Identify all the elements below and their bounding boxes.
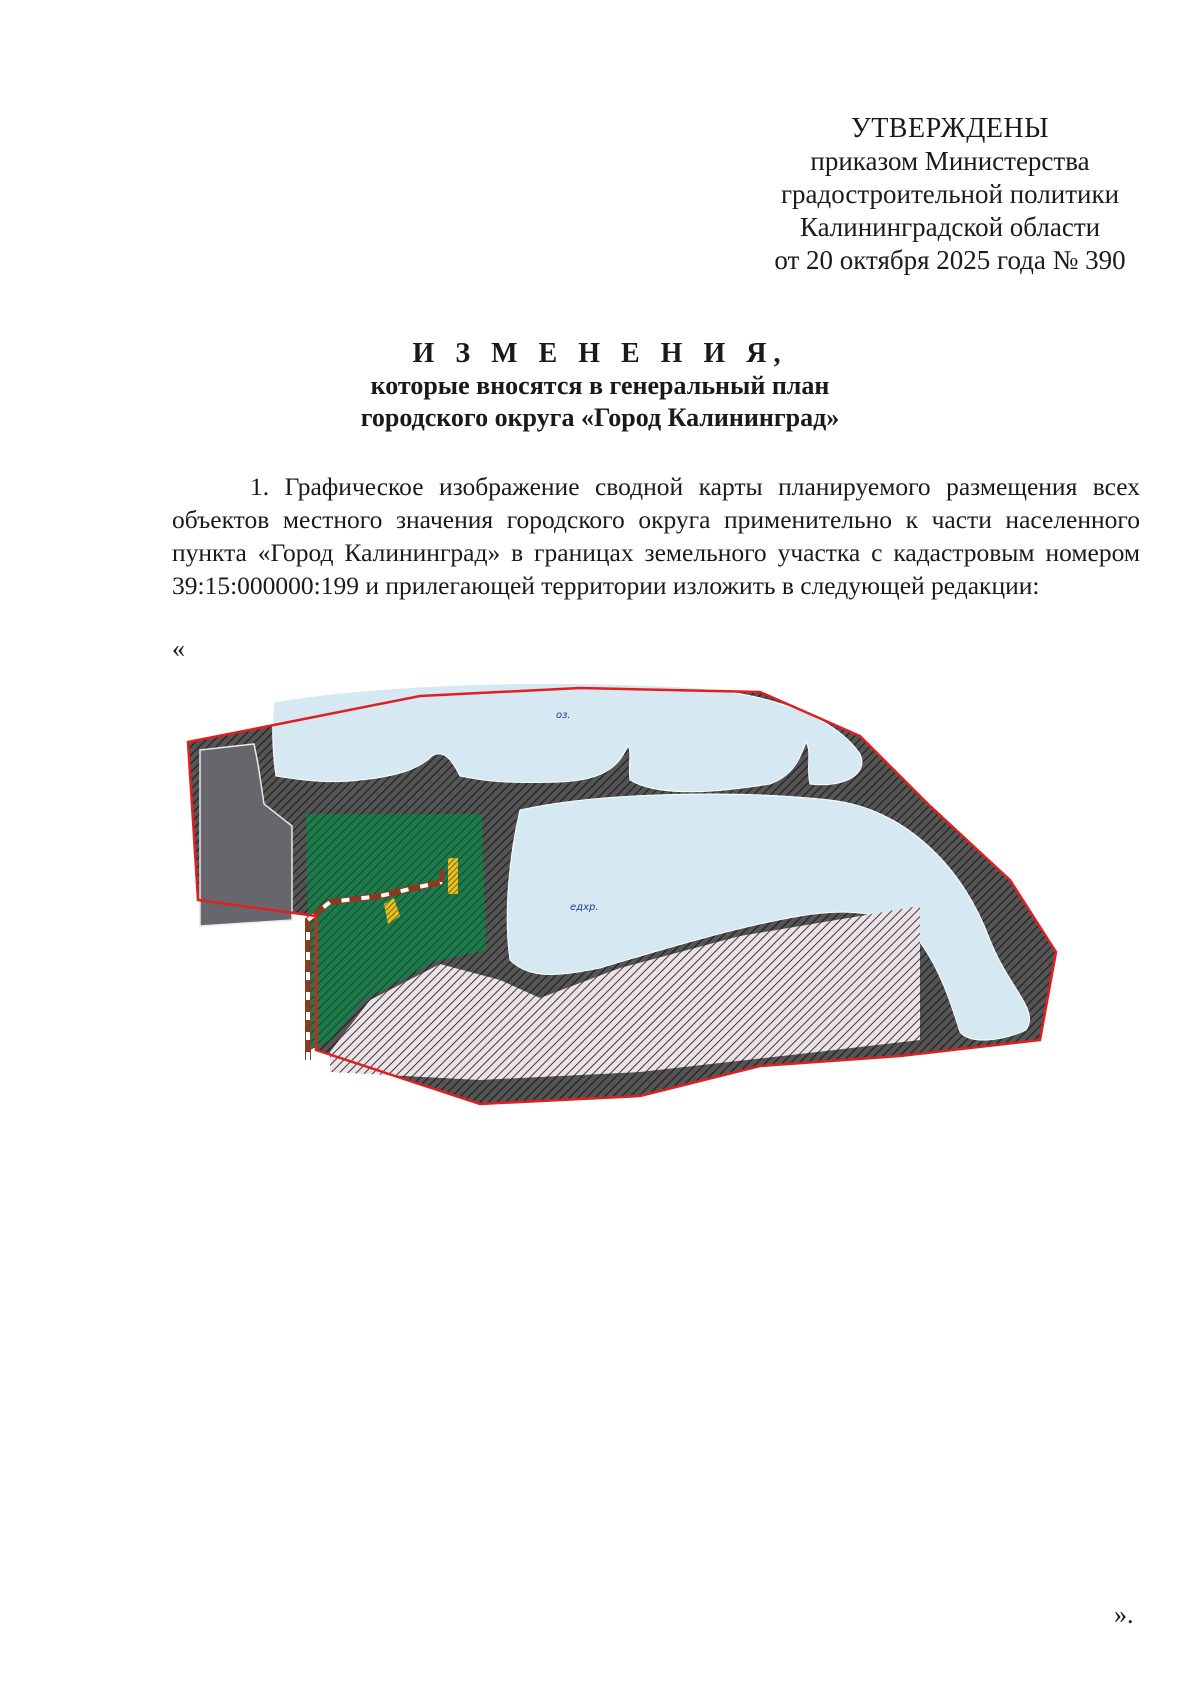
close-quote: ». [1114, 1600, 1134, 1629]
document-title [240, 338, 960, 434]
title-line-1: которые вносятся в генеральный план [370, 371, 830, 400]
lake-label: оз. [556, 710, 571, 721]
body-paragraph: 1. Графическое изображение сводной карты планируемого размещения всех объектов местного значения городского округа применительно к части населенного пункта «Город Калининград» в границах земельного участка с кадастровым номером 39:15:000000:199 и прилегающей территории изложить в следующей редакции: [172, 472, 1140, 600]
approval-heading: УТВЕРЖДЕНЫ [850, 113, 1050, 144]
approval-line: от 20 октября 2025 года № 390 [774, 245, 1126, 275]
approval-line: приказом Министерства [810, 146, 1090, 176]
planned-object [448, 858, 458, 894]
approval-line: Калининградской области [799, 212, 1101, 242]
approval-line: градостроительной политики [780, 179, 1120, 209]
approval-block [740, 112, 1160, 277]
master-plan-map [180, 680, 1140, 1200]
open-quote: « [172, 634, 185, 663]
title-main: И З М Е Н Е Н И Я, [412, 338, 788, 369]
reservoir-label: едхр. [570, 902, 599, 913]
title-line-2: городского округа «Город Калининград» [360, 403, 840, 432]
